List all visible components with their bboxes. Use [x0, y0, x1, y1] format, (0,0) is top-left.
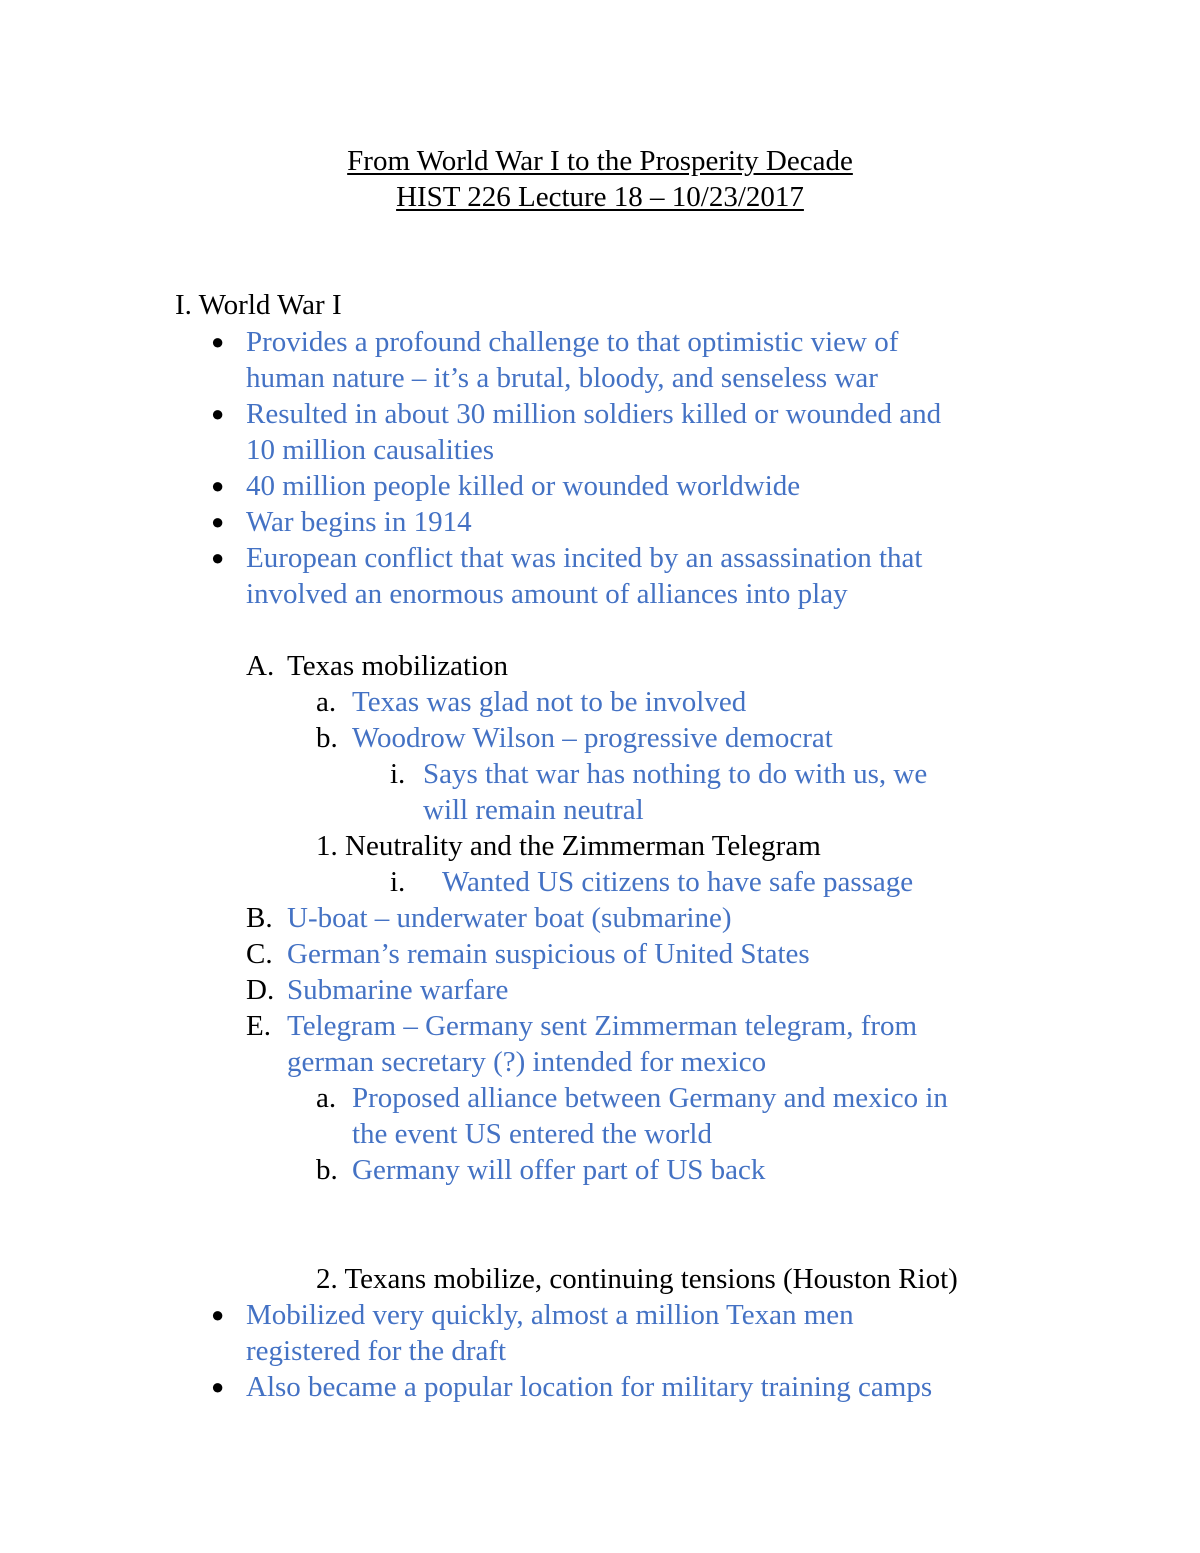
list-item: will remain neutral [423, 794, 644, 826]
bullet-text: human nature – it’s a brutal, bloody, and senseless war [246, 362, 878, 394]
bullet-text: registered for the draft [246, 1335, 507, 1367]
bullet-text: involved an enormous amount of alliances into play [246, 578, 848, 610]
outline-marker: b. [316, 1154, 338, 1186]
bullet-dot: ● [211, 1374, 225, 1399]
outline-marker: A. [246, 650, 275, 682]
outline-marker: i. [390, 866, 406, 898]
document-subtitle: HIST 226 Lecture 18 – 10/23/2017 [396, 181, 804, 213]
bullet-text: 10 million causalities [246, 434, 495, 466]
outline-marker: E. [246, 1010, 271, 1042]
list-item: German’s remain suspicious of United States [287, 938, 810, 970]
list-item: Submarine warfare [287, 974, 509, 1006]
document-title: From World War I to the Prosperity Decade [347, 145, 853, 177]
list-item: Texas was glad not to be involved [352, 686, 747, 718]
bullet-dot: ● [211, 1302, 225, 1327]
list-item: Woodrow Wilson – progressive democrat [352, 722, 833, 754]
list-item: german secretary (?) intended for mexico [287, 1046, 767, 1078]
bullet-text: Resulted in about 30 million soldiers killed or wounded and [246, 398, 942, 430]
subsection-heading-texas-mobilization: Texas mobilization [287, 650, 509, 682]
bullet-text: European conflict that was incited by an assassination that [246, 542, 923, 574]
bullet-text: War begins in 1914 [246, 506, 472, 538]
bullet-text: 40 million people killed or wounded worldwide [246, 470, 801, 502]
bullet-text: Mobilized very quickly, almost a million Texan men [246, 1299, 854, 1331]
outline-marker: B. [246, 902, 273, 934]
bullet-text: Provides a profound challenge to that optimistic view of [246, 326, 899, 358]
list-item: the event US entered the world [352, 1118, 712, 1150]
bullet-dot: ● [211, 545, 225, 570]
bullet-dot: ● [211, 401, 225, 426]
bullet-text: Also became a popular location for military training camps [246, 1371, 933, 1403]
list-item: Proposed alliance between Germany and mexico in [352, 1082, 948, 1114]
point-heading-neutrality: 1. Neutrality and the Zimmerman Telegram [316, 830, 821, 862]
list-item: U-boat – underwater boat (submarine) [287, 902, 732, 934]
outline-marker: b. [316, 722, 338, 754]
section-heading-world-war-i: I. World War I [175, 289, 342, 321]
list-item: Germany will offer part of US back [352, 1154, 766, 1186]
point-heading-texans-mobilize: 2. Texans mobilize, continuing tensions (Houston Riot) [316, 1263, 958, 1295]
bullet-dot: ● [211, 473, 225, 498]
outline-marker: a. [316, 1082, 337, 1114]
list-item: Wanted US citizens to have safe passage [442, 866, 914, 898]
list-item: Says that war has nothing to do with us, we [423, 758, 928, 790]
bullet-dot: ● [211, 509, 225, 534]
bullet-dot: ● [211, 329, 225, 354]
outline-marker: D. [246, 974, 275, 1006]
outline-marker: a. [316, 686, 337, 718]
list-item: Telegram – Germany sent Zimmerman telegram, from [287, 1010, 918, 1042]
outline-marker: i. [390, 758, 406, 790]
outline-marker: C. [246, 938, 273, 970]
